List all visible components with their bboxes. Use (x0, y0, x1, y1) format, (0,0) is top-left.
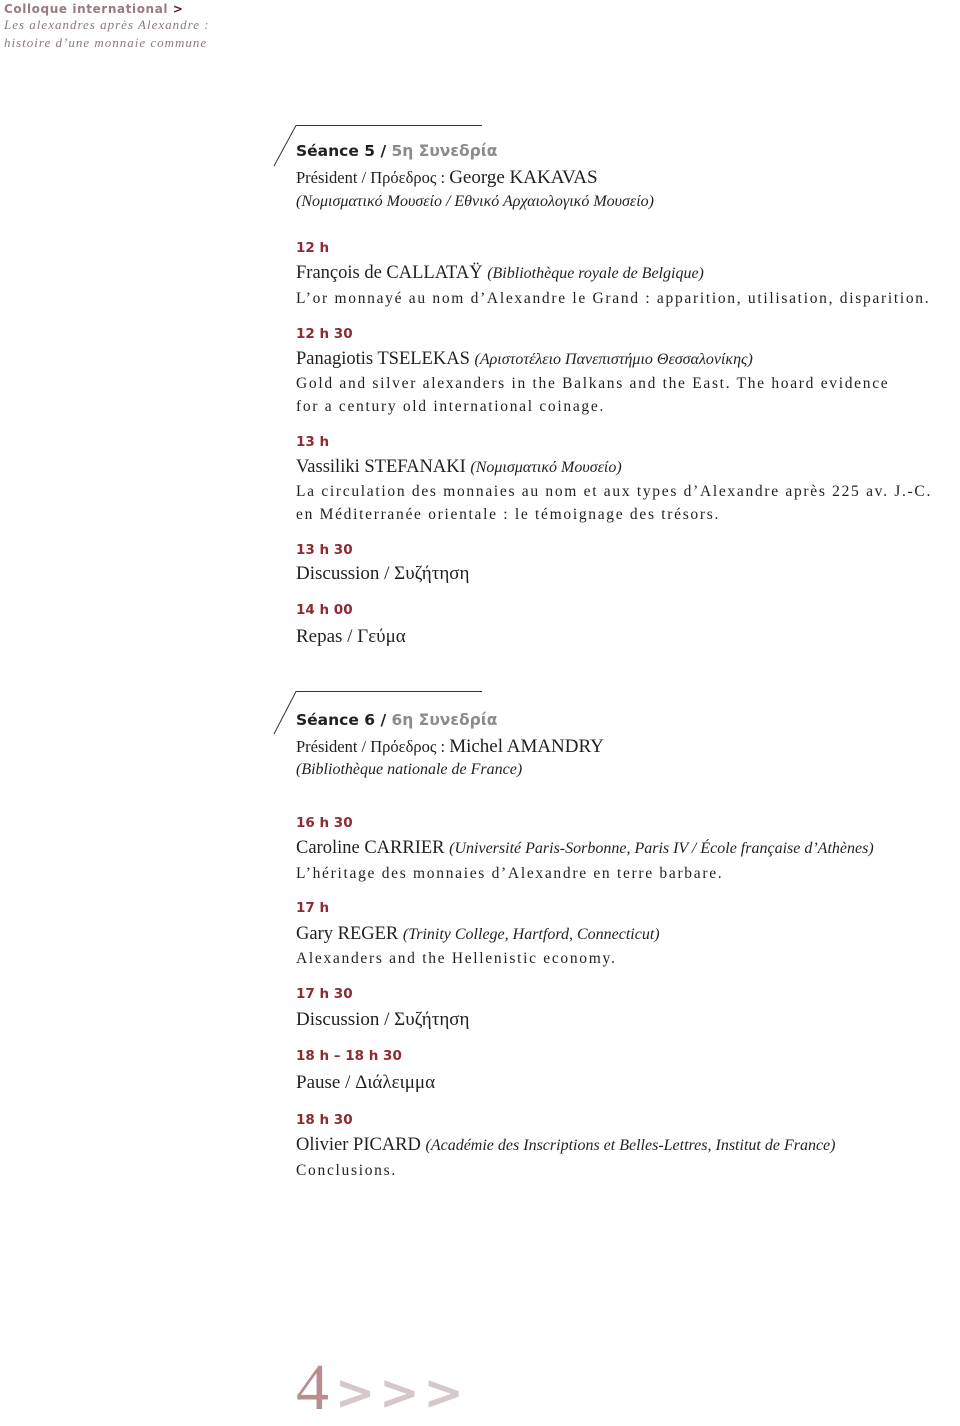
session-6-heading (296, 711, 497, 729)
talk-title: L’héritage des monnaies d’Alexandre en terre barbare. (296, 865, 724, 882)
time-slot: 14 h 00 (296, 602, 353, 618)
president-name: Michel AMANDRY (449, 736, 604, 757)
kicker-arrow: > (172, 2, 184, 16)
talk-title-line-1: La circulation des monnaies au nom et aux types d’Alexandre après 225 av. J.-C. (296, 483, 933, 500)
speaker-institution: (Académie des Inscriptions et Belles-Lettres, Institut de France) (425, 1137, 836, 1154)
time-slot: 13 h 30 (296, 542, 353, 558)
speaker-name: François de CALLATAŸ (296, 263, 483, 283)
colloquium-subtitle-line-2: histoire d’une monnaie commune (4, 35, 208, 50)
session-5-label-greek: 5η Συνεδρία (391, 142, 498, 160)
time-slot: 16 h 30 (296, 815, 353, 831)
time-slot: 13 h (296, 434, 330, 450)
session-6-president-affiliation: (Bibliothèque nationale de France) (296, 761, 523, 778)
speaker-institution: (Νομισματικό Μουσείο) (470, 459, 622, 476)
session-5-heading (296, 142, 497, 160)
talk-title-line-2: en Méditerranée orientale : le témoignage des trésors. (296, 506, 721, 523)
kicker-text: Colloque international (4, 2, 169, 16)
pause-entry: Pause / Διάλειμμα (296, 1072, 436, 1093)
speaker-line (296, 924, 660, 945)
talk-title: Alexanders and the Hellenistic economy. (296, 950, 617, 967)
colloquium-kicker (4, 2, 210, 16)
speaker-institution: (Bibliothèque royale de Belgique) (487, 265, 704, 282)
speaker-name: Caroline CARRIER (296, 838, 445, 858)
speaker-line (296, 457, 622, 478)
speaker-institution: (Trinity College, Hartford, Connecticut) (402, 926, 660, 943)
colloquium-subtitle-line-1: Les alexandres après Alexandre : (4, 17, 210, 32)
time-slot: 17 h (296, 900, 330, 916)
session-5-label: Séance 5 / (296, 142, 392, 160)
page-number: 4 (296, 1351, 329, 1424)
speaker-line (296, 1135, 835, 1156)
time-slot: 18 h – 18 h 30 (296, 1048, 402, 1064)
president-label: Président / Πρόεδρος : (296, 168, 450, 187)
talk-title-line-2: for a century old international coinage. (296, 398, 606, 415)
session-6-label: Séance 6 / (296, 711, 392, 729)
speaker-name: Vassiliki STEFANAKI (296, 457, 466, 477)
session-5-president (296, 167, 598, 189)
time-slot: 17 h 30 (296, 986, 353, 1002)
speaker-line (296, 349, 753, 370)
discussion-entry: Discussion / Συζήτηση (296, 563, 470, 584)
talk-title: L’or monnayé au nom d’Alexandre le Grand : apparition, utilisation, disparition. (296, 290, 931, 307)
speaker-name: Olivier PICARD (296, 1135, 421, 1155)
time-slot: 12 h 30 (296, 326, 353, 342)
session-6-label-greek: 6η Συνεδρία (391, 711, 498, 729)
time-slot: 18 h 30 (296, 1112, 353, 1128)
speaker-name: Panagiotis TSELEKAS (296, 349, 470, 369)
president-name: George KAKAVAS (449, 167, 598, 188)
speaker-line (296, 838, 874, 859)
talk-title-line-1: Gold and silver alexanders in the Balkans and the East. The hoard evidence (296, 375, 890, 392)
speaker-name: Gary REGER (296, 924, 399, 944)
talk-title: Conclusions. (296, 1162, 397, 1179)
header (4, 2, 210, 52)
page-footer (296, 1350, 468, 1426)
speaker-institution: (Αριστοτέλειο Πανεπιστήμιο Θεσσαλονίκης) (474, 351, 753, 368)
time-slot: 12 h (296, 240, 330, 256)
speaker-line (296, 263, 704, 284)
discussion-entry: Discussion / Συζήτηση (296, 1009, 470, 1030)
president-label: Président / Πρόεδρος : (296, 737, 450, 756)
lunch-entry: Repas / Γεύμα (296, 626, 406, 647)
speaker-institution: (Université Paris-Sorbonne, Paris IV / École française d’Athènes) (449, 840, 874, 857)
session-6-president (296, 736, 604, 758)
next-page-arrows: >>> (335, 1365, 468, 1421)
session-5-president-affiliation: (Νομισματικό Μουσείο / Εθνικό Αρχαιολογικό Μουσείο) (296, 193, 654, 210)
